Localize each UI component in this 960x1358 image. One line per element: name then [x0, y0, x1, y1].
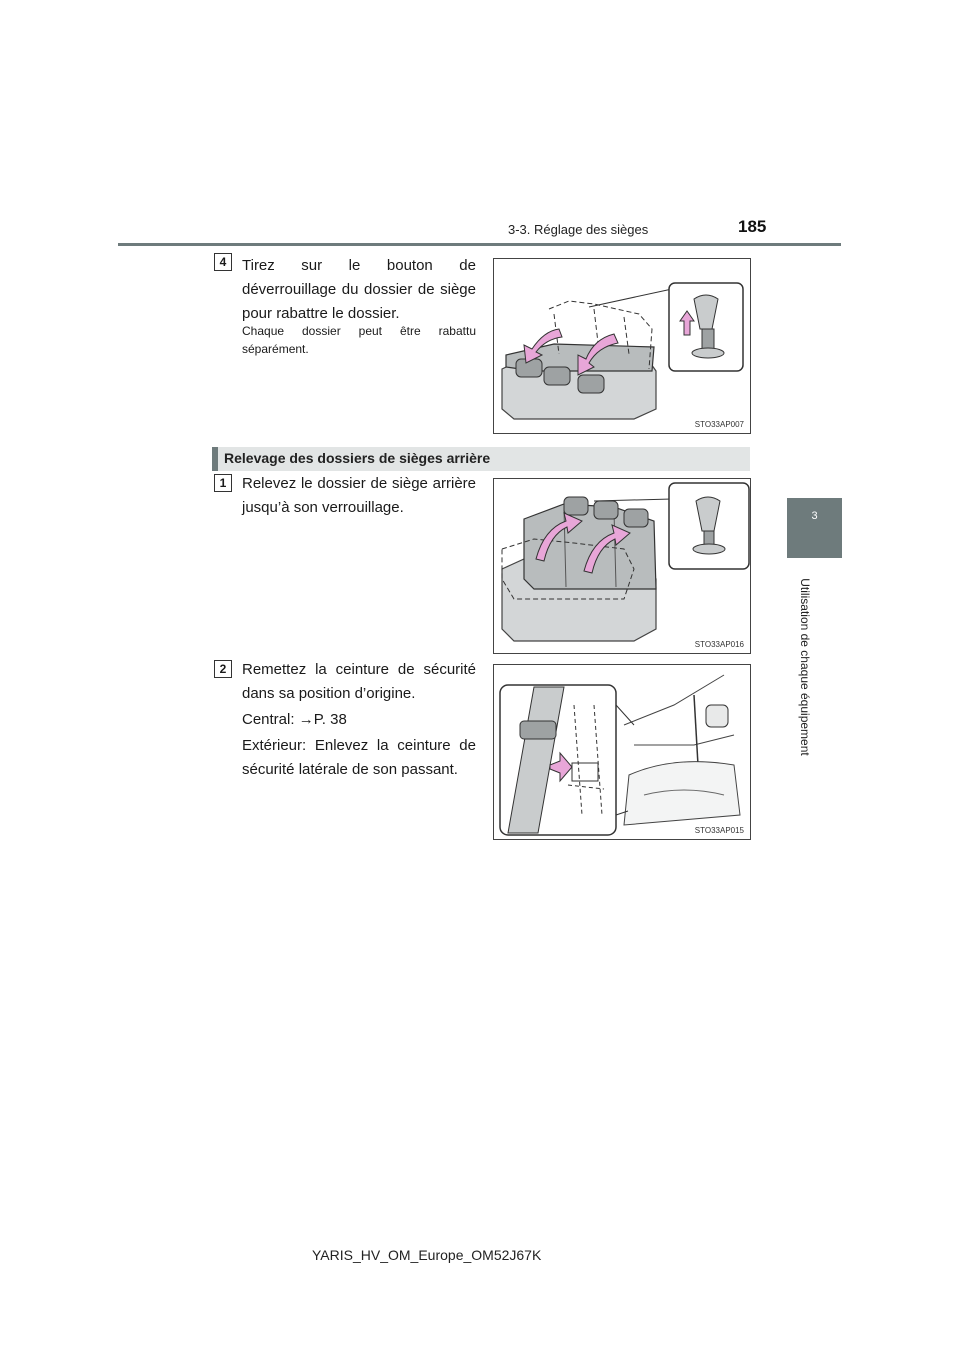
step-badge-2: 2 — [214, 660, 232, 678]
step-badge-1: 1 — [214, 474, 232, 492]
header-rule — [118, 243, 841, 246]
figure-id: STO33AP007 — [694, 420, 744, 429]
step2-central: Central: →P. 38 — [242, 711, 347, 728]
seatbelt-illustration — [494, 665, 750, 839]
figure-seatbelt-position — [493, 664, 751, 840]
raise-seatback-illustration — [494, 479, 750, 653]
section-title: Relevage des dossiers de sièges arrière — [224, 450, 491, 466]
footer-doc-code: YARIS_HV_OM_Europe_OM52J67K — [312, 1247, 542, 1263]
figure-raise-seatback — [493, 478, 751, 654]
chapter-title-vertical: Utilisation de chaque équipement — [798, 578, 812, 756]
fold-seatback-illustration — [494, 259, 750, 433]
step4-note: Chaque dossier peut être rabattu séparément. — [242, 324, 476, 356]
figure-id: STO33AP015 — [694, 826, 744, 835]
header-section-title: 3-3. Réglage des sièges — [508, 222, 649, 237]
step2-exterior: Extérieur: Enlevez la ceinture de sécurité latérale de son passant. — [242, 737, 476, 778]
figure-id: STO33AP016 — [694, 640, 744, 649]
chapter-number: 3 — [811, 510, 818, 522]
step-badge-4: 4 — [214, 253, 232, 271]
chapter-tab — [787, 498, 842, 558]
figure-fold-seatback — [493, 258, 751, 434]
section-heading — [212, 447, 750, 471]
step1-text: Relevez le dossier de siège arrière jusqu’à son verrouillage. — [242, 475, 476, 516]
step4-text: Tirez sur le bouton de déverrouillage du dossier de siège pour rabattre le dossier. — [242, 257, 476, 322]
section-accent — [212, 447, 218, 471]
page-number: 185 — [738, 217, 767, 236]
step2-text: Remettez la ceinture de sécurité dans sa position d’origine. — [242, 661, 476, 702]
